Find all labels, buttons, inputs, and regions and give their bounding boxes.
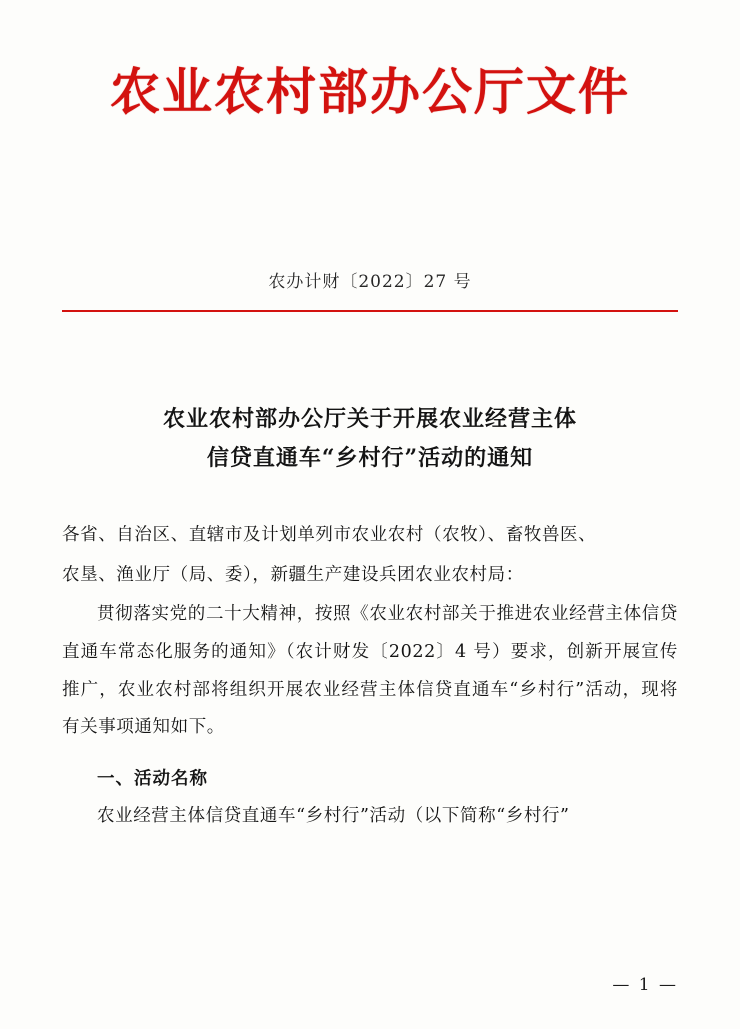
red-divider-rule bbox=[62, 310, 678, 312]
addressee-line-2: 农垦、渔业厅（局、委），新疆生产建设兵团农业农村局： bbox=[62, 564, 524, 585]
document-body bbox=[62, 517, 678, 836]
document-page bbox=[0, 64, 740, 1029]
document-number: 农办计财〔2022〕27 号 bbox=[268, 272, 472, 292]
page-title-line-2: 信贷直通车“乡村行”活动的通知 bbox=[206, 444, 534, 471]
section-1-paragraph: 农业经营主体信贷直通车“乡村行”活动（以下简称“乡村行” bbox=[97, 806, 570, 827]
page-title bbox=[62, 400, 678, 477]
body-paragraph-1: 贯彻落实党的二十大精神，按照《农业农村部关于推进农业经营主体信贷直通车常态化服务的通知》（农计财发〔2022〕4 号）要求，创新开展宣传推广，农业农村部将组织开展农业经营主体信贷直通车“乡村行”活动，现将有关事项通知如下。 bbox=[62, 604, 678, 738]
section-heading-1: 一、活动名称 bbox=[97, 768, 208, 789]
page-footer-number: — 1 — bbox=[612, 975, 678, 995]
addressee-line-1: 各省、自治区、直辖市及计划单列市农业农村（农牧）、畜牧兽医、 bbox=[62, 525, 597, 545]
document-masthead: 农业农村部办公厅文件 bbox=[110, 62, 630, 121]
page-title-line-1: 农业农村部办公厅关于开展农业经营主体 bbox=[162, 406, 577, 432]
